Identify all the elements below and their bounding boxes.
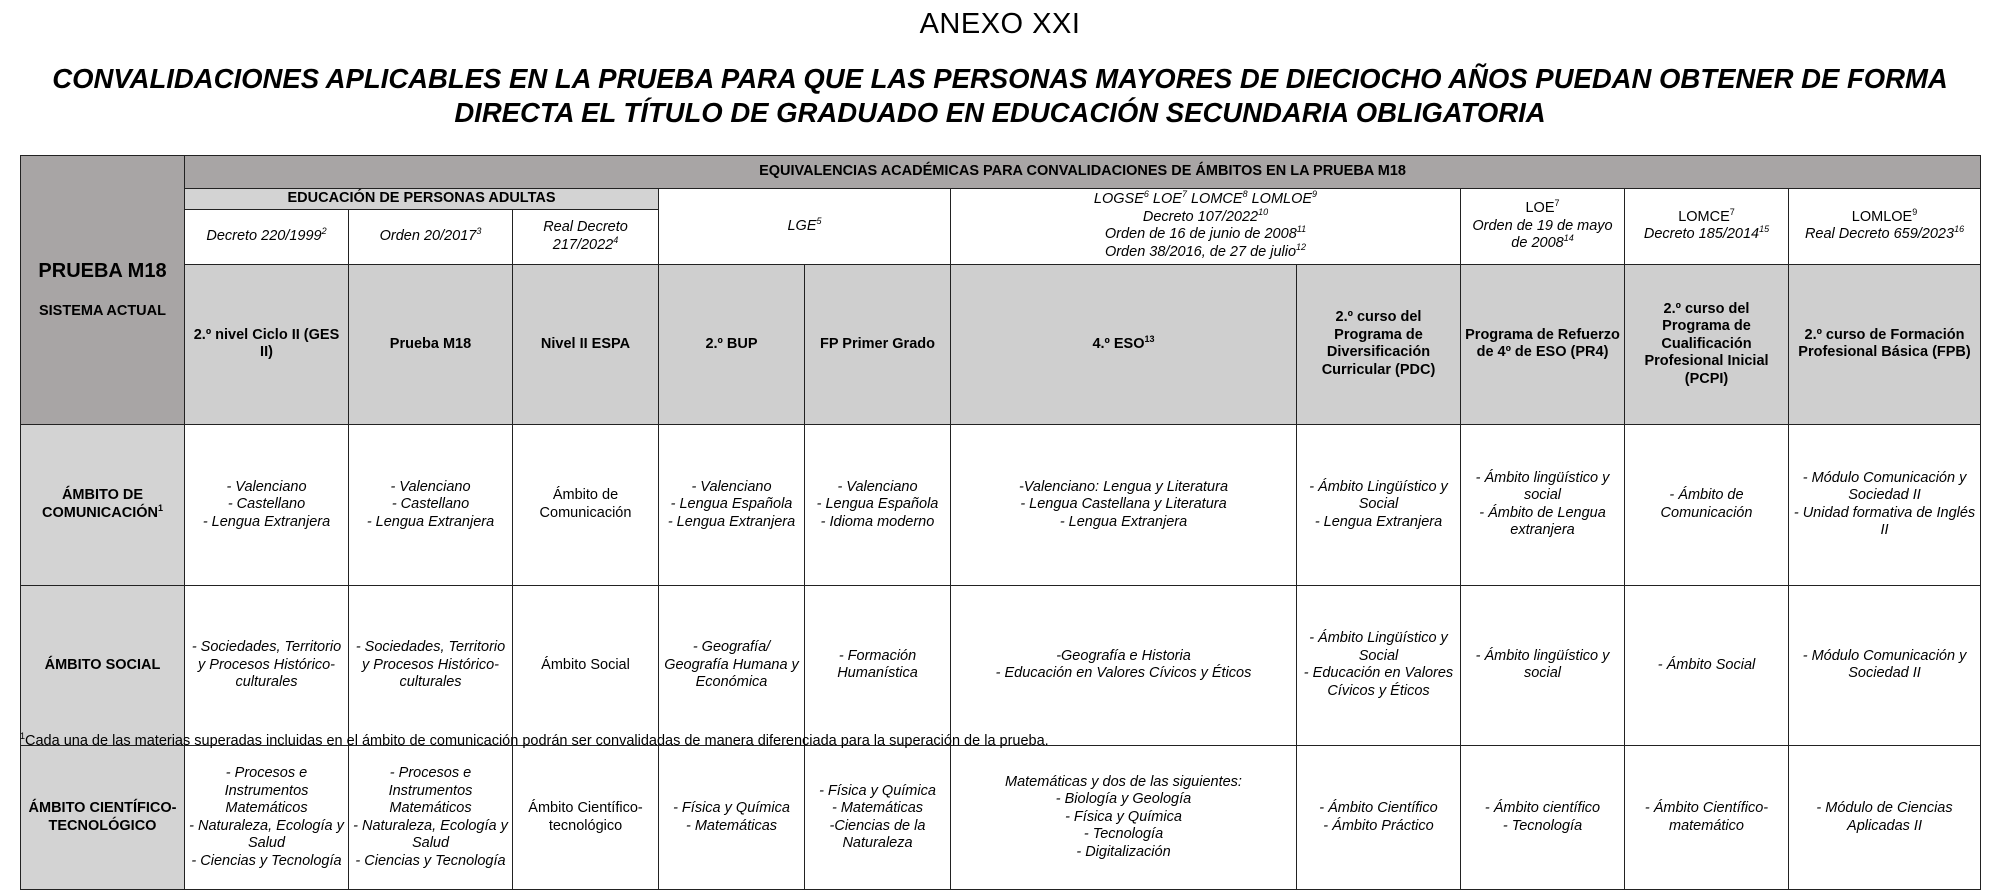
cell-com-pdc: - Ámbito Lingüístico y Social - Lengua Extranjera <box>1297 425 1461 586</box>
col-header-pcpi: 2.º curso del Programa de Cualificación Profesional Inicial (PCPI) <box>1625 264 1789 425</box>
cell-cie-espa: Ámbito Científico-tecnológico <box>513 746 659 890</box>
cell-com-m18: - Valenciano - Castellano - Lengua Extranjera <box>349 425 513 586</box>
cell-com-espa: Ámbito de Comunicación <box>513 425 659 586</box>
row-cientifico <box>21 746 1981 890</box>
cell-soc-eso: -Geografía e Historia - Educación en Valores Cívicos y Éticos <box>951 585 1297 746</box>
epa-header: EDUCACIÓN DE PERSONAS ADULTAS <box>185 189 659 210</box>
footnote-marker: 1 <box>20 731 26 742</box>
group-orden-20: Orden 20/2017$^3$ <box>349 209 513 264</box>
cell-cie-m18: - Procesos e Instrumentos Matemáticos - Naturaleza, Ecología y Salud - Ciencias y Tecnología <box>349 746 513 890</box>
cell-soc-m18: - Sociedades, Territorio y Procesos Histórico-culturales <box>349 585 513 746</box>
equivalences-banner: EQUIVALENCIAS ACADÉMICAS PARA CONVALIDACIONES DE ÁMBITOS EN LA PRUEBA M18 <box>185 156 1981 189</box>
col-header-pdc: 2.º curso del Programa de Diversificación Curricular (PDC) <box>1297 264 1461 425</box>
footnote-text: Cada una de las materias superadas incluidas en el ámbito de comunicación podrán ser convalidadas de manera diferenciada para la superación de la prueba. <box>25 733 1049 749</box>
cell-com-bup: - Valenciano - Lengua Española - Lengua Extranjera <box>659 425 805 586</box>
row-comunicacion <box>21 425 1981 586</box>
cell-soc-fp: - Formación Humanística <box>805 585 951 746</box>
cell-soc-fpb: - Módulo Comunicación y Sociedad II <box>1789 585 1981 746</box>
cell-soc-pcpi: - Ámbito Social <box>1625 585 1789 746</box>
col-header-fpb: 2.º curso de Formación Profesional Básica (FPB) <box>1789 264 1981 425</box>
cell-cie-pcpi: - Ámbito Científico-matemático <box>1625 746 1789 890</box>
cell-cie-eso: Matemáticas y dos de las siguientes: - Biología y Geología - Física y Química - Tecnología - Digitalización <box>951 746 1297 890</box>
document-heading <box>0 62 2000 130</box>
cell-soc-espa: Ámbito Social <box>513 585 659 746</box>
cell-soc-pdc: - Ámbito Lingüístico y Social - Educación en Valores Cívicos y Éticos <box>1297 585 1461 746</box>
col-header-ges: 2.º nivel Ciclo II (GES II) <box>185 264 349 425</box>
cell-cie-pr4: - Ámbito científico - Tecnología <box>1461 746 1625 890</box>
group-lomloe: LOMLOE$^9$ Real Decreto 659/2023$^{16}$ <box>1789 189 1981 265</box>
cell-soc-bup: - Geografía/ Geografía Humana y Económica <box>659 585 805 746</box>
col-header-prueba-m18: Prueba M18 <box>349 264 513 425</box>
row-header-social: ÁMBITO SOCIAL <box>21 585 185 746</box>
col-header-eso: 4.º ESO$^{13}$ <box>951 264 1297 425</box>
annex-title: ANEXO XXI <box>919 8 1081 40</box>
col-header-fp: FP Primer Grado <box>805 264 951 425</box>
corner-subtitle: SISTEMA ACTUAL <box>38 303 166 320</box>
col-header-pr4: Programa de Refuerzo de 4º de ESO (PR4) <box>1461 264 1625 425</box>
cell-cie-ges: - Procesos e Instrumentos Matemáticos - Naturaleza, Ecología y Salud - Ciencias y Tecnología <box>185 746 349 890</box>
corner-header <box>21 156 185 425</box>
cell-soc-pr4: - Ámbito lingüístico y social <box>1461 585 1625 746</box>
group-logse: LOGSE$^6$ LOE$^7$ LOMCE$^8$ LOMLOE$^9$ Decreto 107/2022$^{10}$ Orden de 16 de junio de 2008$^{11}$ Orden 38/2016, de 27 de julio$^{12}$ <box>951 189 1461 265</box>
cell-cie-fp: - Física y Química - Matemáticas -Ciencias de la Naturaleza <box>805 746 951 890</box>
cell-com-pcpi: - Ámbito de Comunicación <box>1625 425 1789 586</box>
group-loe: LOE$^7$ Orden de 19 de mayo de 2008$^{14}$ <box>1461 189 1625 265</box>
row-social <box>21 585 1981 746</box>
cell-com-fp: - Valenciano - Lengua Española - Idioma moderno <box>805 425 951 586</box>
col-header-espa: Nivel II ESPA <box>513 264 659 425</box>
footnote <box>20 733 1049 749</box>
cell-cie-pdc: - Ámbito Científico - Ámbito Práctico <box>1297 746 1461 890</box>
group-lge: LGE$^5$ <box>659 189 951 265</box>
corner-title: PRUEBA M18 <box>38 260 167 283</box>
cell-com-ges: - Valenciano - Castellano - Lengua Extranjera <box>185 425 349 586</box>
cell-cie-bup: - Física y Química - Matemáticas <box>659 746 805 890</box>
cell-cie-fpb: - Módulo de Ciencias Aplicadas II <box>1789 746 1981 890</box>
cell-soc-ges: - Sociedades, Territorio y Procesos Histórico-culturales <box>185 585 349 746</box>
group-real-decreto-217: Real Decreto 217/2022$^4$ <box>513 209 659 264</box>
cell-com-eso: -Valenciano: Lengua y Literatura - Lengua Castellana y Literatura - Lengua Extranjera <box>951 425 1297 586</box>
cell-com-fpb: - Módulo Comunicación y Sociedad II - Unidad formativa de Inglés II <box>1789 425 1981 586</box>
row-header-comunicacion: ÁMBITO DE COMUNICACIÓN$^1$ <box>21 425 185 586</box>
convalidation-table <box>20 155 1981 890</box>
cell-com-pr4: - Ámbito lingüístico y social - Ámbito de Lengua extranjera <box>1461 425 1625 586</box>
heading-line-2: DIRECTA EL TÍTULO DE GRADUADO EN EDUCACIÓN SECUNDARIA OBLIGATORIA <box>454 97 1546 128</box>
heading-line-1: CONVALIDACIONES APLICABLES EN LA PRUEBA PARA QUE LAS PERSONAS MAYORES DE DIECIOCHO AÑOS PUEDAN OBTENER DE FORMA <box>52 63 1948 94</box>
group-lomce: LOMCE$^7$ Decreto 185/2014$^{15}$ <box>1625 189 1789 265</box>
col-header-bup: 2.º BUP <box>659 264 805 425</box>
row-header-cientifico: ÁMBITO CIENTÍFICO-TECNOLÓGICO <box>21 746 185 890</box>
group-decreto-220: Decreto 220/1999$^2$ <box>185 209 349 264</box>
